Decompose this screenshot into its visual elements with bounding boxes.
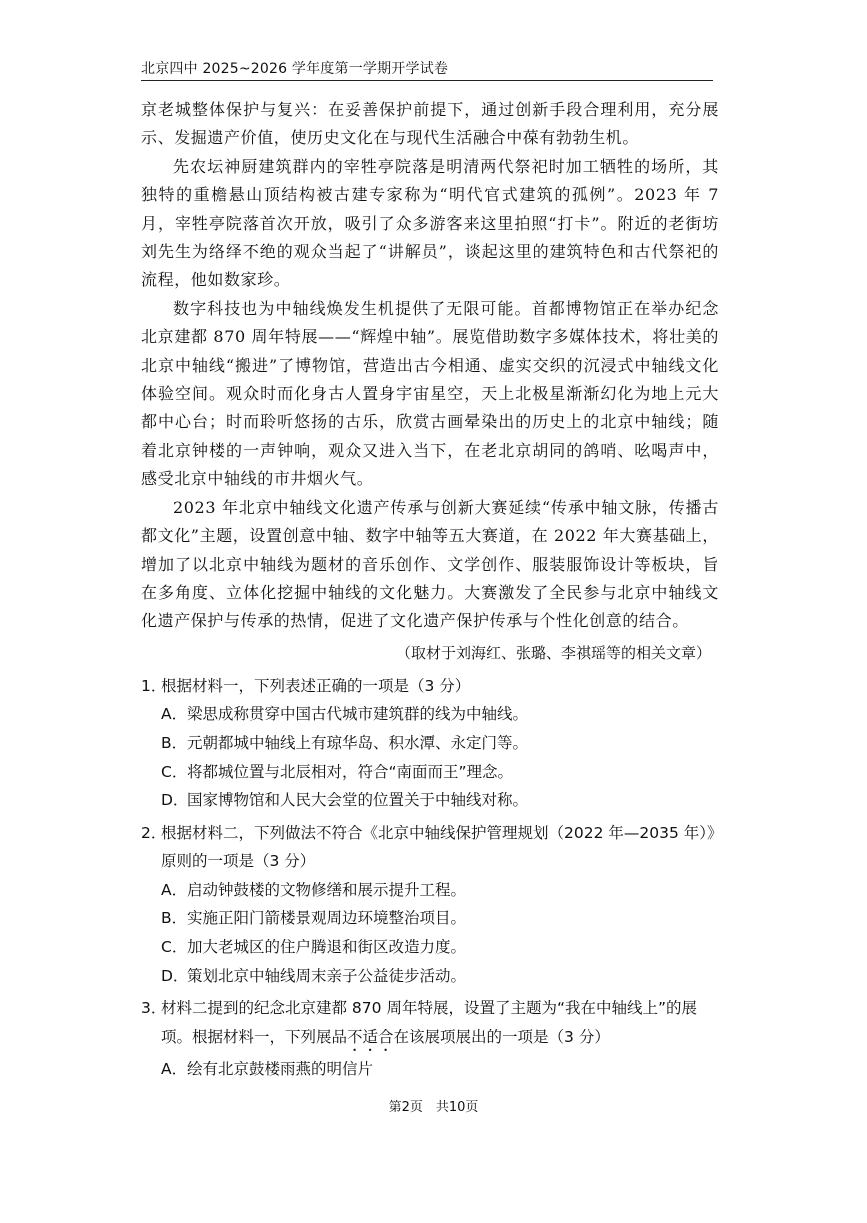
- question-text-before: 材料二提到的纪念北京建都 870 周年特展，设置了主题为“我在中轴线上”的展项。根据材料一，下列展品: [161, 999, 698, 1046]
- option-text: 梁思成称贯穿中国古代城市建筑群的线为中轴线。: [187, 705, 529, 724]
- question-text-after: 在该展项展出的一项是（3 分）: [393, 1027, 610, 1046]
- question-1: [141, 672, 719, 815]
- exam-title: 北京四中 2025~2026 学年度第一学期开学试卷: [141, 61, 449, 77]
- page-number: 第2页 共10页: [388, 1100, 479, 1115]
- option-text: 绘有北京鼓楼雨燕的明信片: [187, 1059, 374, 1078]
- option-letter: C．: [161, 762, 188, 781]
- option-d[interactable]: [161, 962, 719, 991]
- option-b[interactable]: [161, 904, 719, 933]
- question-2: [141, 819, 719, 991]
- passage-paragraph: 京老城整体保护与复兴：在妥善保护前提下，通过创新手段合理利用，充分展示、发掘遗产价值，使历史文化在与现代生活融合中葆有勃勃生机。: [141, 100, 719, 148]
- option-letter: A．: [161, 880, 188, 899]
- option-text: 将都城位置与北辰相对，符合“南面而王”理念。: [187, 762, 514, 781]
- passage-paragraph: 先农坛神厨建筑群内的宰牲亭院落是明清两代祭祀时加工牺牲的场所，其独特的重檐悬山顶结构被古建专家称为“明代官式建筑的孤例”。2023 年 7 月，宰牲亭院落首次开放，吸引了众多游客来这里拍照“打卡”。附近的老街坊刘先生为络绎不绝的观众当起了“讲解员”，谈起这里的建筑特色和古代祭祀的流程，他如数家珍。: [141, 156, 719, 290]
- question-stem: [141, 994, 719, 1055]
- option-a[interactable]: [161, 700, 719, 729]
- exam-header: [141, 58, 713, 81]
- option-text: 国家博物馆和人民大会堂的位置关于中轴线对称。: [187, 791, 529, 810]
- question-3: [141, 994, 719, 1083]
- source-citation: （取材于刘海红、张璐、李祺瑶等的相关文章）: [395, 643, 711, 662]
- option-text: 启动钟鼓楼的文物修缮和展示提升工程。: [187, 880, 467, 899]
- question-text: 根据材料一，下列表述正确的一项是（3 分）: [161, 676, 471, 695]
- question-stem: [141, 672, 719, 701]
- option-text: 策划北京中轴线周末亲子公益徒步活动。: [187, 966, 467, 985]
- passage-paragraph: 数字科技也为中轴线焕发生机提供了无限可能。首都博物馆正在举办纪念北京建都 870 周年特展——“辉煌中轴”。展览借助数字多媒体技术，将壮美的北京中轴线“搬进”了博物馆，营造出古今相通、虚实交织的沉浸式中轴线文化体验空间。观众时而化身古人置身宇宙星空，天上北极星渐渐幻化为地上元大都中心台；时而聆听悠扬的古乐，欣赏古画晕染出的历史上的北京中轴线；随着北京钟楼的一声钟响，观众又进入当下，在老北京胡同的鸽哨、吆喝声中，感受北京中轴线的市井烟火气。: [141, 298, 719, 489]
- question-number: 1．: [141, 676, 167, 695]
- option-letter: A．: [161, 1059, 188, 1078]
- question-number: 2．: [141, 823, 167, 842]
- option-a[interactable]: [161, 1055, 719, 1084]
- page-content: [141, 96, 719, 1083]
- question-number: 3．: [141, 999, 167, 1018]
- option-text: 实施正阳门箭楼景观周边环境整治项目。: [187, 909, 467, 928]
- option-c[interactable]: [161, 933, 719, 962]
- option-letter: C．: [161, 938, 188, 957]
- option-letter: B．: [161, 909, 188, 928]
- option-a[interactable]: [161, 876, 719, 905]
- option-d[interactable]: [161, 786, 719, 815]
- option-text: 元朝都城中轴线上有琼华岛、积水潭、永定门等。: [187, 733, 529, 752]
- option-letter: B．: [161, 733, 188, 752]
- option-text: 加大老城区的住户腾退和街区改造力度。: [187, 938, 467, 957]
- option-letter: D．: [161, 966, 189, 985]
- passage-paragraph: 2023 年北京中轴线文化遗产传承与创新大赛延续“传承中轴文脉，传播古都文化”主题，设置创意中轴、数字中轴等五大赛道，在 2022 年大赛基础上，增加了以北京中轴线为题材的音乐创作、文学创作、服装服饰设计等板块，旨在多角度、立体化挖掘中轴线的文化魅力。大赛激发了全民参与北京中轴线文化遗产保护与传承的热情，促进了文化遗产保护传承与个性化创意的结合。: [141, 497, 719, 631]
- question-stem: [141, 819, 719, 876]
- option-letter: A．: [161, 705, 188, 724]
- option-c[interactable]: [161, 758, 719, 787]
- emphasized-text: 不适合: [347, 1027, 394, 1046]
- option-b[interactable]: [161, 729, 719, 758]
- option-letter: D．: [161, 791, 189, 810]
- question-text: 根据材料二，下列做法不符合《北京中轴线保护管理规划（2022 年—2035 年）》原则的一项是（3 分）: [161, 823, 715, 871]
- page-footer: [0, 1096, 867, 1115]
